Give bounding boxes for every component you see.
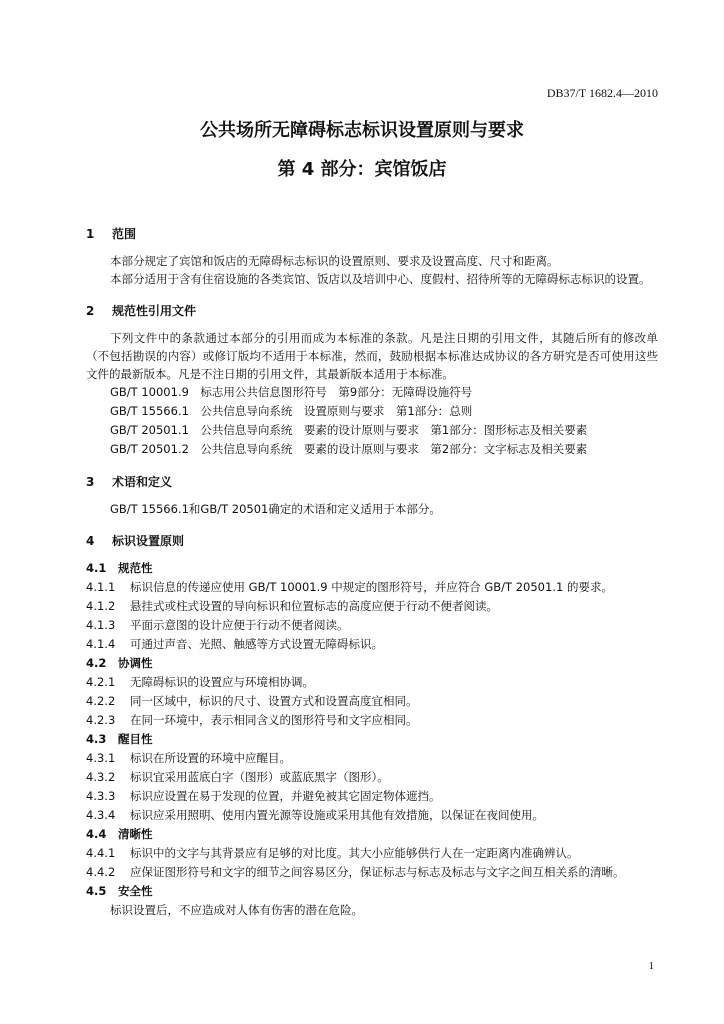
clause-number: 4.3.4 xyxy=(86,808,116,822)
section-heading xyxy=(86,302,658,319)
clause-number: 4.2.1 xyxy=(86,675,116,689)
clause-text: 标识应采用照明、使用内置光源等设施或采用其他有效措施，以保证在夜间使用。 xyxy=(130,808,544,822)
clause-text: 悬挂式或柱式设置的导向标识和位置标志的高度应便于行动不便者阅读。 xyxy=(130,599,498,613)
section-heading xyxy=(86,225,658,242)
section-number: 4 xyxy=(86,534,95,548)
paragraph: GB/T 15566.1和GB/T 20501确定的术语和定义适用于本部分。 xyxy=(110,502,441,516)
subsection-heading xyxy=(86,730,658,749)
subsection-heading xyxy=(86,882,658,901)
clause-title: 清晰性 xyxy=(118,827,153,841)
paragraph: 本部分规定了宾馆和饭店的无障碍标志标识的设置原则、要求及设置高度、尺寸和距离。 xyxy=(110,254,559,268)
section-title: 规范性引用文件 xyxy=(112,304,197,318)
clause xyxy=(86,787,658,806)
clause xyxy=(86,768,658,787)
clause xyxy=(86,692,658,711)
clause xyxy=(86,673,658,692)
document-id: DB37/T 1682.4—2010 xyxy=(546,86,658,100)
subsection-heading xyxy=(86,559,658,578)
clause-number: 4.1.4 xyxy=(86,637,116,651)
clause-title: 安全性 xyxy=(118,884,153,898)
clause-title: 醒目性 xyxy=(118,732,153,746)
clause-number: 4.1.2 xyxy=(86,599,116,613)
clause-text: 同一区域中，标识的尺寸、设置方式和设置高度宜相同。 xyxy=(130,694,418,708)
section-title: 术语和定义 xyxy=(112,475,173,489)
clause-title: 规范性 xyxy=(118,561,153,575)
clause-text: 标识信息的传递应使用 GB/T 10001.9 中规定的图形符号，并应符合 GB/T 20501.1 的要求。 xyxy=(130,580,613,594)
section-number: 2 xyxy=(86,304,95,318)
section-heading xyxy=(86,473,658,490)
clause-number: 4.3.1 xyxy=(86,751,116,765)
clause-number: 4.1.3 xyxy=(86,618,116,632)
clause-number: 4.3 xyxy=(86,732,107,746)
clause xyxy=(86,844,658,863)
clause-text: 标识应设置在易于发现的位置，并避免被其它固定物体遮挡。 xyxy=(130,789,441,803)
clause-text: 标识在所设置的环境中应醒目。 xyxy=(130,751,291,765)
reference-item: GB/T 10001.9 标志用公共信息图形符号 第9部分：无障碍设施符号 xyxy=(110,385,473,399)
document-body xyxy=(86,225,658,920)
clause-title: 协调性 xyxy=(118,656,153,670)
clause-text: 无障碍标识的设置应与环境相协调。 xyxy=(130,675,314,689)
document-title: 公共场所无障碍标志标识设置原则与要求 xyxy=(200,120,524,141)
clause-number: 4.2 xyxy=(86,656,107,670)
clause xyxy=(86,616,658,635)
clause xyxy=(86,863,658,882)
clause-number: 4.4.2 xyxy=(86,865,116,879)
section-title: 范围 xyxy=(112,227,137,241)
clause xyxy=(86,635,658,654)
reference-item: GB/T 20501.2 公共信息导向系统 要素的设计原则与要求 第2部分：文字标志及相关要素 xyxy=(110,442,588,456)
document-subtitle: 第 4 部分：宾馆饭店 xyxy=(277,159,447,180)
paragraph: 标识设置后，不应造成对人体有伤害的潜在危险。 xyxy=(110,903,363,917)
reference-item: GB/T 20501.1 公共信息导向系统 要素的设计原则与要求 第1部分：图形标志及相关要素 xyxy=(110,423,588,437)
clause-number: 4.3.3 xyxy=(86,789,116,803)
clause-number: 4.4 xyxy=(86,827,107,841)
clause-number: 4.1 xyxy=(86,561,107,575)
clause xyxy=(86,806,658,825)
page-number: 1 xyxy=(648,960,654,972)
clause-text: 标识宜采用蓝底白字（图形）或蓝底黑字（图形）。 xyxy=(130,770,389,784)
section-title: 标识设置原则 xyxy=(112,534,185,548)
clause-number: 4.3.2 xyxy=(86,770,116,784)
subsection-heading xyxy=(86,825,658,844)
clause xyxy=(86,597,658,616)
clause-number: 4.2.2 xyxy=(86,694,116,708)
reference-item: GB/T 15566.1 公共信息导向系统 设置原则与要求 第1部分：总则 xyxy=(110,404,473,418)
section-number: 1 xyxy=(86,227,95,241)
clause-number: 4.5 xyxy=(86,884,107,898)
clause xyxy=(86,711,658,730)
clause-text: 标识中的文字与其背景应有足够的对比度。其大小应能够供行人在一定距离内准确辨认。 xyxy=(130,846,579,860)
subsection-heading xyxy=(86,654,658,673)
clause-text: 应保证图形符号和文字的细节之间容易区分，保证标志与标志及标志与文字之间互相关系的清晰。 xyxy=(130,865,625,879)
clause xyxy=(86,578,658,597)
clause xyxy=(86,749,658,768)
clause-number: 4.4.1 xyxy=(86,846,116,860)
clause-number: 4.1.1 xyxy=(86,580,116,594)
paragraph: 本部分适用于含有住宿设施的各类宾馆、饭店以及培训中心、度假村、招待所等的无障碍标志标识的设置。 xyxy=(110,272,651,286)
paragraph: 下列文件中的条款通过本部分的引用而成为本标准的条款。凡是注日期的引用文件，其随后所有的修改单（不包括勘误的内容）或修订版均不适用于本标准，然而，鼓励根据本标准达成协议的各方研究是否可使用这些文件的最新版本。凡是不注日期的引用文件，其最新版本适用于本标准。 xyxy=(86,331,658,381)
clause-number: 4.2.3 xyxy=(86,713,116,727)
clause-text: 可通过声音、光照、触感等方式设置无障碍标识。 xyxy=(130,637,383,651)
section-number: 3 xyxy=(86,475,95,489)
clause-text: 在同一环境中，表示相同含义的图形符号和文字应相同。 xyxy=(130,713,418,727)
clause-text: 平面示意图的设计应便于行动不便者阅读。 xyxy=(130,618,349,632)
section-heading xyxy=(86,532,658,549)
